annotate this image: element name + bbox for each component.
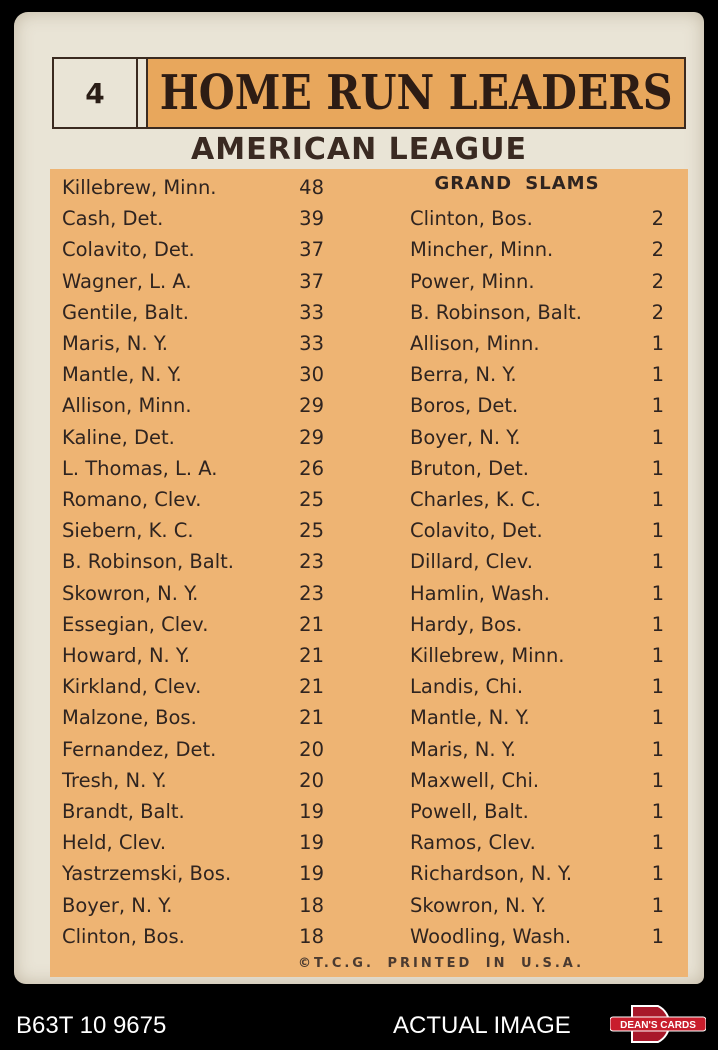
grand-slam-name: Hardy, Bos. bbox=[410, 613, 523, 636]
grand-slam-name: Power, Minn. bbox=[410, 270, 535, 293]
hr-leader-name: Siebern, K. C. bbox=[62, 519, 194, 542]
hr-leader-count: 37 bbox=[299, 238, 324, 261]
grand-slam-name: Maris, N. Y. bbox=[410, 738, 516, 761]
hr-leader-count: 23 bbox=[299, 582, 324, 605]
grand-slam-count: 1 bbox=[651, 519, 664, 542]
grand-slam-name: Powell, Balt. bbox=[410, 800, 529, 823]
hr-leader-name: Yastrzemski, Bos. bbox=[62, 862, 232, 885]
hr-leader-name: Kirkland, Clev. bbox=[62, 675, 202, 698]
logo-text: DEAN'S CARDS bbox=[620, 1020, 696, 1031]
card-number: 4 bbox=[54, 59, 138, 127]
grand-slam-count: 1 bbox=[651, 613, 664, 636]
hr-leader-name: Cash, Det. bbox=[62, 207, 164, 230]
grand-slams-heading: GRAND SLAMS bbox=[434, 173, 600, 194]
grand-slam-count: 1 bbox=[651, 644, 664, 667]
hr-leader-name: Brandt, Balt. bbox=[62, 800, 185, 823]
copyright-line: ©T.C.G. PRINTED IN U.S.A. bbox=[298, 956, 585, 971]
grand-slam-count: 1 bbox=[651, 675, 664, 698]
grand-slam-name: Mantle, N. Y. bbox=[410, 706, 530, 729]
hr-leader-name: Wagner, L. A. bbox=[62, 270, 192, 293]
grand-slam-name: Dillard, Clev. bbox=[410, 550, 533, 573]
hr-leader-count: 33 bbox=[299, 332, 324, 355]
grand-slam-name: Colavito, Det. bbox=[410, 519, 543, 542]
grand-slam-name: Woodling, Wash. bbox=[410, 925, 572, 948]
hr-leader-count: 20 bbox=[299, 738, 324, 761]
grand-slam-count: 1 bbox=[651, 550, 664, 573]
hr-leader-count: 37 bbox=[299, 270, 324, 293]
hr-leader-count: 25 bbox=[299, 488, 324, 511]
actual-image-label: ACTUAL IMAGE bbox=[393, 1012, 571, 1039]
hr-leader-name: Held, Clev. bbox=[62, 831, 167, 854]
grand-slam-count: 1 bbox=[651, 925, 664, 948]
hr-leader-name: Malzone, Bos. bbox=[62, 706, 197, 729]
grand-slam-name: Maxwell, Chi. bbox=[410, 769, 540, 792]
hr-leader-count: 23 bbox=[299, 550, 324, 573]
hr-leader-name: Maris, N. Y. bbox=[62, 332, 168, 355]
grand-slam-name: Landis, Chi. bbox=[410, 675, 524, 698]
hr-leader-count: 30 bbox=[299, 363, 324, 386]
grand-slam-count: 1 bbox=[651, 831, 664, 854]
grand-slam-name: Boyer, N. Y. bbox=[410, 426, 521, 449]
hr-leader-count: 19 bbox=[299, 831, 324, 854]
grand-slam-count: 1 bbox=[651, 457, 664, 480]
hr-leader-count: 20 bbox=[299, 769, 324, 792]
grand-slam-name: Allison, Minn. bbox=[410, 332, 540, 355]
hr-leader-count: 18 bbox=[299, 925, 324, 948]
grand-slam-name: Berra, N. Y. bbox=[410, 363, 517, 386]
grand-slam-name: Bruton, Det. bbox=[410, 457, 529, 480]
hr-leader-count: 19 bbox=[299, 862, 324, 885]
grand-slam-name: Mincher, Minn. bbox=[410, 238, 554, 261]
hr-leader-name: Clinton, Bos. bbox=[62, 925, 185, 948]
hr-leader-count: 25 bbox=[299, 519, 324, 542]
hr-leader-count: 39 bbox=[299, 207, 324, 230]
grand-slam-name: Hamlin, Wash. bbox=[410, 582, 550, 605]
title-banner bbox=[146, 59, 684, 127]
hr-leader-name: Fernandez, Det. bbox=[62, 738, 217, 761]
hr-leader-count: 21 bbox=[299, 644, 324, 667]
grand-slam-name: Clinton, Bos. bbox=[410, 207, 533, 230]
hr-leader-name: Gentile, Balt. bbox=[62, 301, 189, 324]
grand-slam-count: 1 bbox=[651, 582, 664, 605]
grand-slam-count: 1 bbox=[651, 769, 664, 792]
hr-leader-count: 19 bbox=[299, 800, 324, 823]
hr-leader-count: 18 bbox=[299, 894, 324, 917]
hr-leader-count: 21 bbox=[299, 613, 324, 636]
league-heading: AMERICAN LEAGUE bbox=[191, 132, 527, 167]
hr-leader-name: Boyer, N. Y. bbox=[62, 894, 173, 917]
grand-slam-count: 1 bbox=[651, 706, 664, 729]
grand-slam-count: 1 bbox=[651, 332, 664, 355]
grand-slam-count: 1 bbox=[651, 738, 664, 761]
grand-slam-count: 1 bbox=[651, 363, 664, 386]
grand-slam-count: 1 bbox=[651, 894, 664, 917]
hr-leader-name: L. Thomas, L. A. bbox=[62, 457, 218, 480]
card-title: HOME RUN LEADERS bbox=[159, 65, 673, 121]
hr-leader-name: Romano, Clev. bbox=[62, 488, 202, 511]
hr-leader-name: Tresh, N. Y. bbox=[62, 769, 167, 792]
grand-slam-count: 1 bbox=[651, 426, 664, 449]
hr-leader-name: Allison, Minn. bbox=[62, 394, 192, 417]
grand-slam-count: 2 bbox=[651, 270, 664, 293]
grand-slam-name: Killebrew, Minn. bbox=[410, 644, 565, 667]
hr-leader-count: 21 bbox=[299, 706, 324, 729]
deans-cards-logo bbox=[610, 1000, 706, 1048]
hr-leader-count: 33 bbox=[299, 301, 324, 324]
inventory-code: B63T 10 9675 bbox=[16, 1012, 167, 1039]
hr-leader-name: Kaline, Det. bbox=[62, 426, 175, 449]
hr-leader-name: Killebrew, Minn. bbox=[62, 176, 217, 199]
grand-slam-count: 2 bbox=[651, 301, 664, 324]
hr-leader-name: Skowron, N. Y. bbox=[62, 582, 199, 605]
grand-slam-count: 2 bbox=[651, 238, 664, 261]
hr-leader-count: 29 bbox=[299, 426, 324, 449]
grand-slam-count: 1 bbox=[651, 862, 664, 885]
hr-leader-count: 21 bbox=[299, 675, 324, 698]
grand-slam-name: Charles, K. C. bbox=[410, 488, 541, 511]
card-header bbox=[52, 57, 686, 129]
hr-leader-count: 48 bbox=[299, 176, 324, 199]
hr-leader-name: Colavito, Det. bbox=[62, 238, 195, 261]
grand-slam-name: Richardson, N. Y. bbox=[410, 862, 573, 885]
hr-leader-name: Mantle, N. Y. bbox=[62, 363, 182, 386]
hr-leader-count: 29 bbox=[299, 394, 324, 417]
grand-slam-count: 1 bbox=[651, 800, 664, 823]
grand-slam-count: 1 bbox=[651, 394, 664, 417]
grand-slam-name: Ramos, Clev. bbox=[410, 831, 536, 854]
grand-slam-name: Boros, Det. bbox=[410, 394, 519, 417]
grand-slam-count: 1 bbox=[651, 488, 664, 511]
grand-slam-count: 2 bbox=[651, 207, 664, 230]
hr-leader-name: B. Robinson, Balt. bbox=[62, 550, 234, 573]
grand-slam-name: B. Robinson, Balt. bbox=[410, 301, 582, 324]
hr-leader-name: Essegian, Clev. bbox=[62, 613, 209, 636]
hr-leader-count: 26 bbox=[299, 457, 324, 480]
grand-slam-name: Skowron, N. Y. bbox=[410, 894, 547, 917]
hr-leader-name: Howard, N. Y. bbox=[62, 644, 191, 667]
